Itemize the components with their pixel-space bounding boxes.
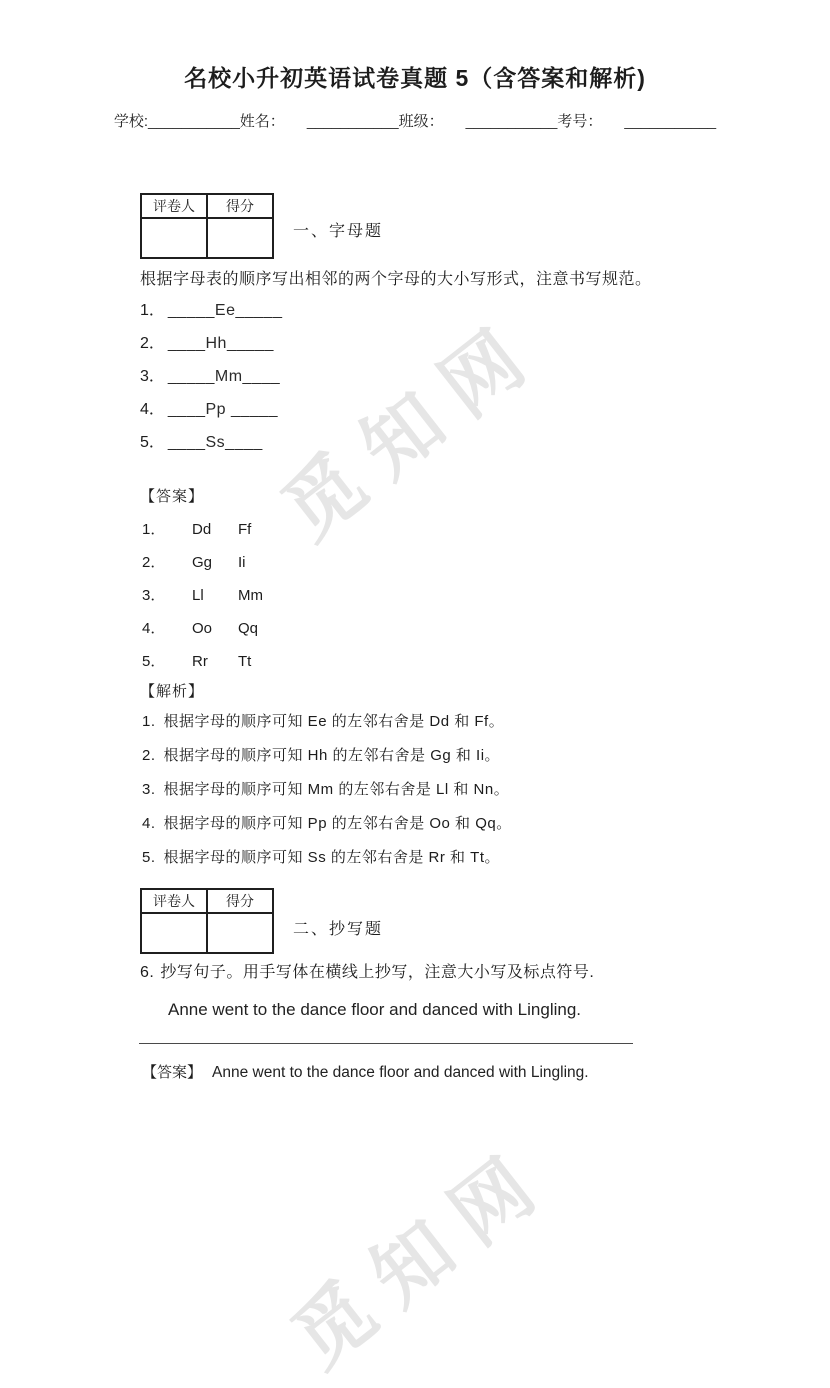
grader-header-cell: 评卷人 xyxy=(141,194,207,218)
question-text: ____Hh_____ xyxy=(167,335,274,352)
answer-number: 3． xyxy=(142,587,166,604)
question-text: ____Ss____ xyxy=(167,434,263,451)
question-row xyxy=(140,327,282,360)
answer-row xyxy=(142,579,263,612)
section2-answer xyxy=(142,1061,589,1082)
analysis-row xyxy=(142,841,512,875)
class-label: 班级： xyxy=(398,113,444,130)
question-number: 3． xyxy=(140,368,165,385)
answer-number: 2． xyxy=(142,554,166,571)
analysis-row xyxy=(142,807,512,841)
answer-row xyxy=(142,612,263,645)
name-blank: ___________ xyxy=(306,113,399,130)
analysis-number: 1. xyxy=(142,713,156,730)
analysis-label: 【解析】 xyxy=(140,683,205,700)
question-text: _____Mm____ xyxy=(167,368,281,385)
analysis-text: 根据字母的顺序可知 Hh 的左邻右舍是 Gg 和 Ii。 xyxy=(163,747,501,764)
answers-label: 【答案】 xyxy=(142,1064,203,1081)
answer-row xyxy=(142,513,263,546)
watermark-text: 觅知网 xyxy=(266,301,557,556)
answer-number: 5． xyxy=(142,653,166,670)
question-row xyxy=(140,393,282,426)
answer-number: 1． xyxy=(142,521,166,538)
question-row xyxy=(140,360,282,393)
question-6 xyxy=(140,959,594,982)
analysis-row xyxy=(142,705,512,739)
exam-no-label: 考号： xyxy=(557,113,603,130)
grader-table-1 xyxy=(140,193,274,259)
score-header-cell: 得分 xyxy=(207,889,273,913)
answer-letter-pair-2: Ii xyxy=(238,554,246,571)
question-number: 2． xyxy=(140,335,165,352)
question-row xyxy=(140,294,282,327)
answer-letter-pair-1: Dd xyxy=(192,521,212,538)
question-text: _____Ee_____ xyxy=(167,302,283,319)
question-row xyxy=(140,426,282,459)
analysis-number: 4. xyxy=(142,815,156,832)
answer-letter-pair-2: Mm xyxy=(238,587,263,604)
analysis-row xyxy=(142,739,512,773)
section1-instruction: 根据字母表的顺序写出相邻的两个字母的大小写形式，注意书写规范。 xyxy=(140,271,652,288)
answer-letter-pair-1: Ll xyxy=(192,587,204,604)
student-info-line xyxy=(0,110,830,131)
watermark-text-bottom: 觅知网 xyxy=(276,1129,567,1384)
analysis-number: 2. xyxy=(142,747,156,764)
final-answer-text: Anne went to the dance floor and danced with Lingling. xyxy=(212,1064,589,1081)
analysis-text: 根据字母的顺序可知 Pp 的左邻右舍是 Oo 和 Qq。 xyxy=(163,815,512,832)
answer-row xyxy=(142,546,263,579)
answers-label: 【答案】 xyxy=(140,488,205,505)
copy-sentence: Anne went to the dance floor and danced with Lingling. xyxy=(168,1000,582,1019)
score-empty-cell xyxy=(207,218,273,258)
answer-letter-pair-1: Gg xyxy=(192,554,213,571)
answer-letter-pair-2: Qq xyxy=(238,620,259,637)
analysis-number: 5. xyxy=(142,849,156,866)
writing-line xyxy=(139,1029,633,1044)
question-text: ____Pp _____ xyxy=(167,401,279,418)
class-blank: ___________ xyxy=(465,113,558,130)
school-label: 学校: xyxy=(113,113,149,130)
section1-heading: 一、字母题 xyxy=(293,223,384,240)
exam-no-blank: ___________ xyxy=(624,113,717,130)
question-number: 6. xyxy=(140,964,155,981)
question-list xyxy=(140,294,282,459)
analysis-text: 根据字母的顺序可知 Ss 的左邻右舍是 Rr 和 Tt。 xyxy=(163,849,501,866)
answer-letter-pair-2: Tt xyxy=(238,653,252,670)
score-empty-cell xyxy=(207,913,273,953)
question-number: 4． xyxy=(140,401,165,418)
question-number: 5． xyxy=(140,434,165,451)
score-header-cell: 得分 xyxy=(207,194,273,218)
answer-row xyxy=(142,645,263,678)
grader-empty-cell xyxy=(141,913,207,953)
analysis-row xyxy=(142,773,512,807)
grader-empty-cell xyxy=(141,218,207,258)
name-label: 姓名： xyxy=(239,113,285,130)
answer-number: 4． xyxy=(142,620,166,637)
school-blank: ___________ xyxy=(148,113,240,130)
analysis-text: 根据字母的顺序可知 Mm 的左邻右舍是 Ll 和 Nn。 xyxy=(163,781,510,798)
grader-header-cell: 评卷人 xyxy=(141,889,207,913)
question-number: 1． xyxy=(140,302,165,319)
answer-letter-pair-2: Ff xyxy=(238,521,252,538)
question-text: 抄写句子。用手写体在横线上抄写，注意大小写及标点符号. xyxy=(160,964,595,981)
answer-letter-pair-1: Rr xyxy=(192,653,208,670)
analysis-number: 3. xyxy=(142,781,156,798)
analysis-text: 根据字母的顺序可知 Ee 的左邻右舍是 Dd 和 Ff。 xyxy=(163,713,505,730)
grader-table-2 xyxy=(140,888,274,954)
section2-heading: 二、抄写题 xyxy=(293,921,384,938)
analysis-list xyxy=(142,705,512,875)
answer-letter-pair-1: Oo xyxy=(192,620,213,637)
answer-list xyxy=(142,513,263,678)
page-title: 名校小升初英语试卷真题 5（含答案和解析) xyxy=(184,65,646,91)
